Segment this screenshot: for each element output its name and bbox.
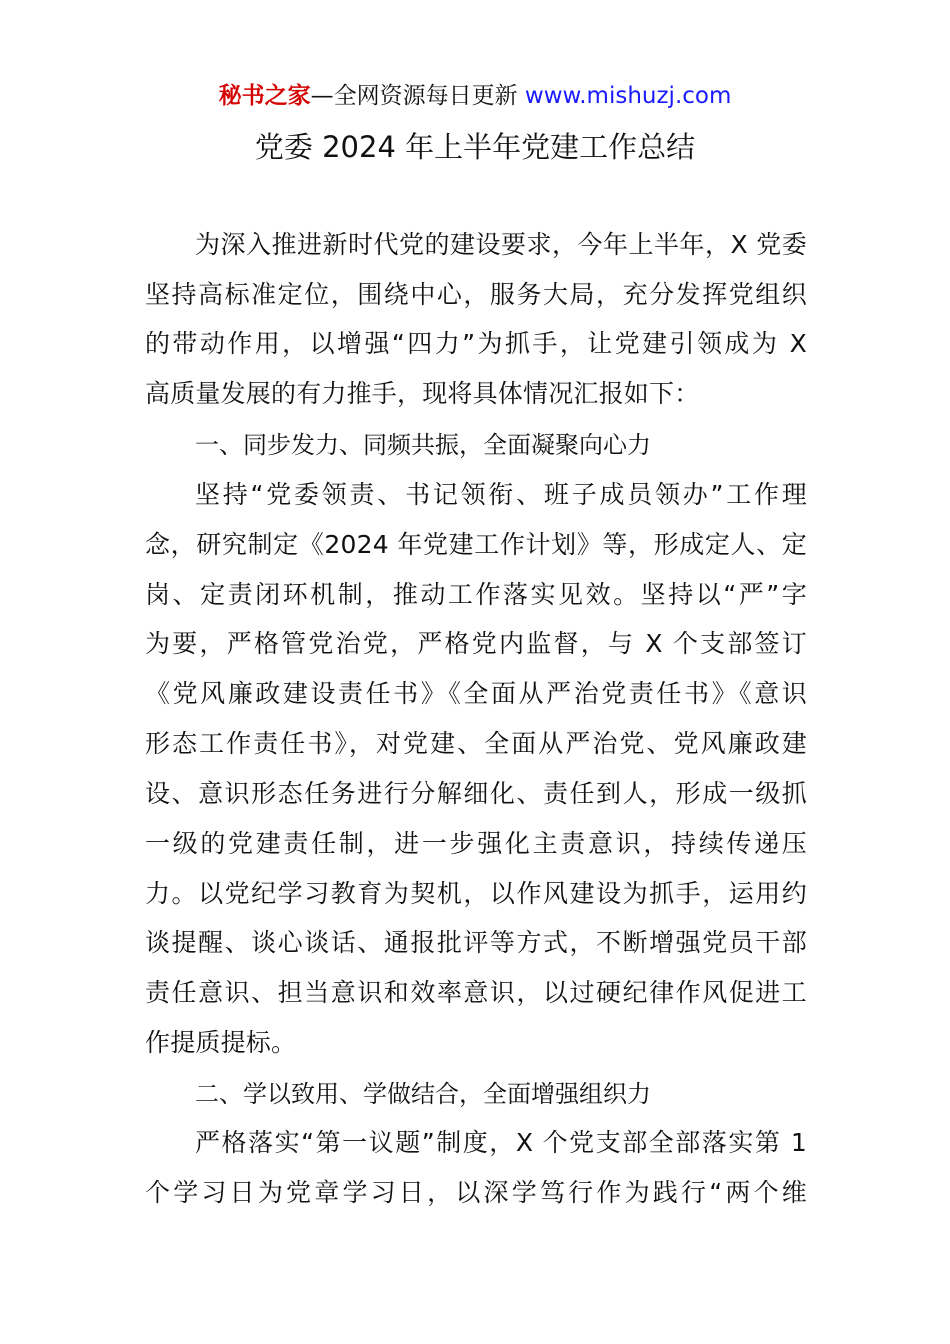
paragraph-line: 一级的党建责任制，进一步强化主责意识，持续传递压 [145,829,807,858]
site-header [0,80,950,112]
paragraph-line: 责任意识、担当意识和效率意识，以过硬纪律作风促进工 [145,978,807,1007]
paragraph-line: 的带动作用，以增强“四力”为抓手，让党建引领成为 X [145,329,807,358]
paragraph-line: 严格落实“第一议题”制度，X 个党支部全部落实第 1 [195,1128,807,1157]
paragraph-line: 《党风廉政建设责任书》《全面从严治党责任书》《意识 [145,679,807,708]
tagline: —全网资源每日更新 [310,83,518,109]
document-title: 党委 2024 年上半年党建工作总结 [254,130,696,164]
paragraph-line: 岗、定责闭环机制，推动工作落实见效。坚持以“严”字 [145,580,807,609]
paragraph-line: 念，研究制定《2024 年党建工作计划》等，形成定人、定 [145,530,807,559]
paragraph-line: 作提质提标。 [145,1028,297,1057]
section-heading: 一、同步发力、同频共振，全面凝聚向心力 [195,431,651,459]
section-heading: 二、学以致用、学做结合，全面增强组织力 [195,1080,651,1108]
paragraph-line: 为深入推进新时代党的建设要求，今年上半年，X 党委 [195,230,807,259]
site-link[interactable]: www.mishuzj.com [524,83,732,109]
paragraph-line: 为要，严格管党治党，严格党内监督，与 X 个支部签订 [145,629,807,658]
paragraph-line: 设、意识形态任务进行分解细化、责任到人，形成一级抓 [145,779,807,808]
paragraph-line: 高质量发展的有力推手，现将具体情况汇报如下： [145,379,700,408]
paragraph-line: 谈提醒、谈心谈话、通报批评等方式，不断增强党员干部 [145,928,807,957]
paragraph-line: 形态工作责任书》，对党建、全面从严治党、党风廉政建 [145,729,807,758]
paragraph-line: 坚持高标准定位，围绕中心，服务大局，充分发挥党组织 [145,280,807,309]
paragraph-line: 个学习日为党章学习日，以深学笃行作为践行“两个维 [145,1178,807,1207]
paragraph-line: 坚持“党委领责、书记领衔、班子成员领办”工作理 [195,480,807,509]
brand-name: 秘书之家 [218,83,311,109]
paragraph-line: 力。以党纪学习教育为契机，以作风建设为抓手，运用约 [145,879,807,908]
